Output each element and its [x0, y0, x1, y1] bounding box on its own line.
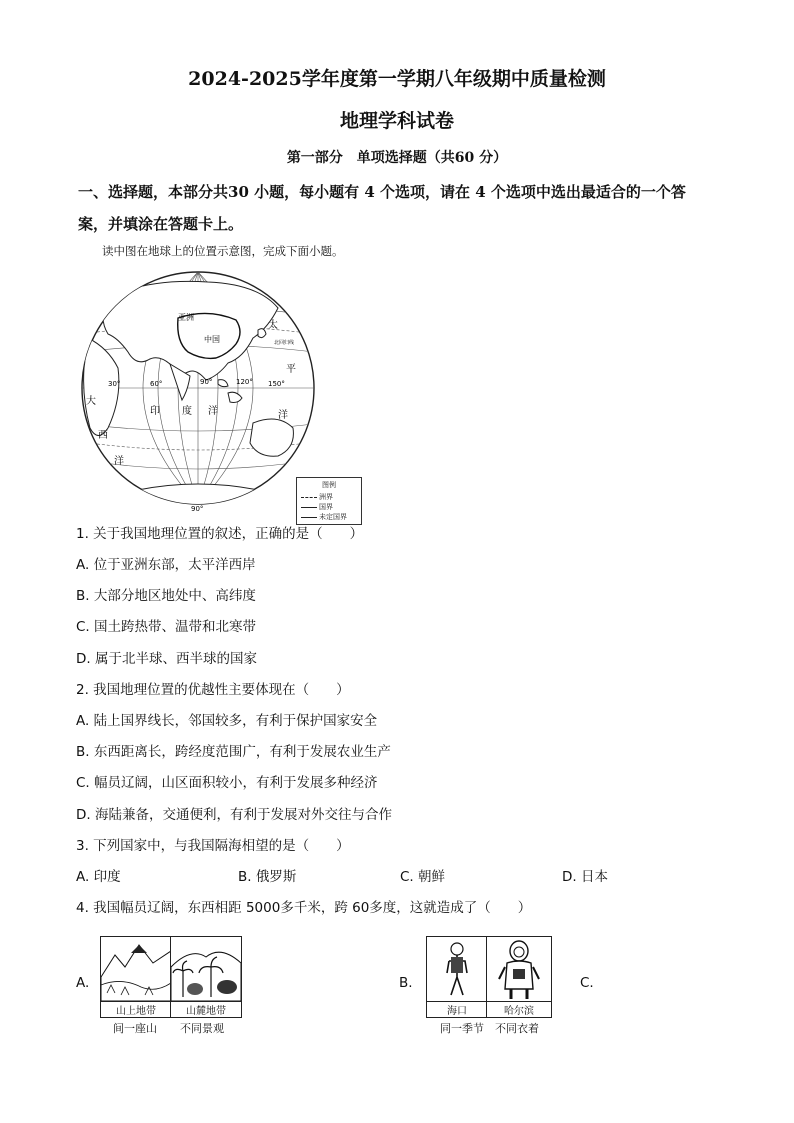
- legend-item-label: 国界: [319, 503, 333, 511]
- option-b-caption-right: 不同衣着: [495, 1022, 539, 1035]
- map-label-pacific-2: 平: [286, 364, 296, 375]
- option-b-caption-left: 同一季节: [440, 1022, 484, 1035]
- map-label-pacific-3: 洋: [278, 410, 288, 421]
- question-1-option-c[interactable]: C. 国土跨热带、温带和北寒带: [76, 619, 257, 635]
- map-label-asia: 亚洲: [178, 313, 194, 322]
- legend-item-undefined-border: [301, 512, 347, 522]
- question-1-option-d[interactable]: D. 属于北半球、西半球的国家: [76, 651, 257, 667]
- question-1-option-b[interactable]: B. 大部分地区地处中、高纬度: [76, 588, 256, 604]
- map-label-atlantic-3: 洋: [114, 456, 124, 467]
- reading-prompt: 读中图在地球上的位置示意图，完成下面小题。: [102, 244, 344, 258]
- legend-item-label: 未定国界: [319, 513, 347, 521]
- map-label-90s: 90°: [191, 505, 204, 513]
- map-label-china: 中国: [204, 335, 220, 344]
- mountain-foot-illustration: [171, 937, 241, 1001]
- haikou-picture: [426, 936, 488, 1018]
- map-label-pacific-1: 太: [268, 320, 278, 331]
- map-label-30: 30°: [108, 380, 121, 388]
- question-3-option-a[interactable]: A. 印度: [76, 869, 121, 885]
- map-label-indian-3: 洋: [208, 406, 218, 417]
- legend-item-label: 洲界: [319, 493, 333, 501]
- question-2-option-d[interactable]: D. 海陆兼备，交通便利，有利于发展对外交往与合作: [76, 807, 392, 823]
- map-label-tropic: 北回归线: [274, 340, 295, 346]
- question-2-option-b[interactable]: B. 东西距离长，跨经度范围广，有利于发展农业生产: [76, 744, 391, 760]
- harbin-label: 哈尔滨: [487, 1001, 551, 1017]
- question-3-option-c[interactable]: C. 朝鲜: [400, 869, 446, 885]
- question-3-option-b[interactable]: B. 俄罗斯: [238, 869, 297, 885]
- map-label-indian-2: 度: [182, 406, 192, 417]
- legend-item-continent: [301, 492, 333, 502]
- map-label-150: 150°: [268, 380, 285, 388]
- question-4-stem: 4. 我国幅员辽阔，东西相距 5000多千米，跨 60多度，这就造成了（ ）: [76, 900, 532, 916]
- question-1-option-a[interactable]: A. 位于亚洲东部，太平洋西岸: [76, 557, 256, 573]
- map-label-90: 90°: [200, 378, 213, 386]
- harbin-picture: [486, 936, 552, 1018]
- mountain-top-illustration: [101, 937, 171, 1001]
- mountain-top-picture: [100, 936, 172, 1018]
- harbin-person-icon: [487, 937, 551, 1001]
- map-label-atlantic-1: 大: [86, 396, 96, 407]
- question-4-option-c[interactable]: C.: [580, 975, 594, 991]
- legend-item-border: [301, 502, 333, 512]
- question-1-stem: 1. 关于我国地理位置的叙述，正确的是（ ）: [76, 526, 364, 542]
- option-a-caption-right: 不同景观: [180, 1022, 224, 1035]
- instructions-line-1: 一、选择题，本部分共30 小题，每小题有 4 个选项，请在 4 个选项中选出最适合的一个答: [78, 183, 686, 201]
- china-globe-map: [78, 268, 318, 513]
- question-2-option-c[interactable]: C. 幅员辽阔，山区面积较小，有利于发展多种经济: [76, 775, 378, 791]
- map-label-indian-1: 印: [150, 406, 160, 417]
- section-instructions: [78, 176, 718, 240]
- haikou-label: 海口: [427, 1001, 487, 1017]
- exam-subtitle: 地理学科试卷: [339, 110, 454, 132]
- question-2-option-a[interactable]: A. 陆上国界线长，邻国较多，有利于保护国家安全: [76, 713, 378, 729]
- option-a-caption-left: 间一座山: [113, 1022, 157, 1035]
- question-2-stem: 2. 我国地理位置的优越性主要体现在（ ）: [76, 682, 350, 698]
- question-4-option-a[interactable]: A.: [76, 975, 90, 991]
- map-label-120: 120°: [236, 378, 253, 386]
- legend-title: 图例: [322, 481, 336, 489]
- mountain-foot-picture: [170, 936, 242, 1018]
- mountain-top-label: 山上地带: [101, 1001, 171, 1017]
- part-heading: 第一部分 单项选择题（共60 分）: [286, 150, 508, 166]
- map-label-60: 60°: [150, 380, 163, 388]
- map-legend: [296, 477, 362, 525]
- haikou-person-icon: [427, 937, 487, 1001]
- question-4-option-b[interactable]: B.: [399, 975, 413, 991]
- instructions-line-2: 案，并填涂在答题卡上。: [78, 215, 244, 233]
- exam-title: 2024-2025学年度第一学期八年级期中质量检测: [188, 68, 606, 90]
- map-label-atlantic-2: 西: [98, 430, 108, 441]
- question-3-option-d[interactable]: D. 日本: [562, 869, 608, 885]
- mountain-foot-label: 山麓地带: [171, 1001, 241, 1017]
- question-3-stem: 3. 下列国家中，与我国隔海相望的是（ ）: [76, 838, 350, 854]
